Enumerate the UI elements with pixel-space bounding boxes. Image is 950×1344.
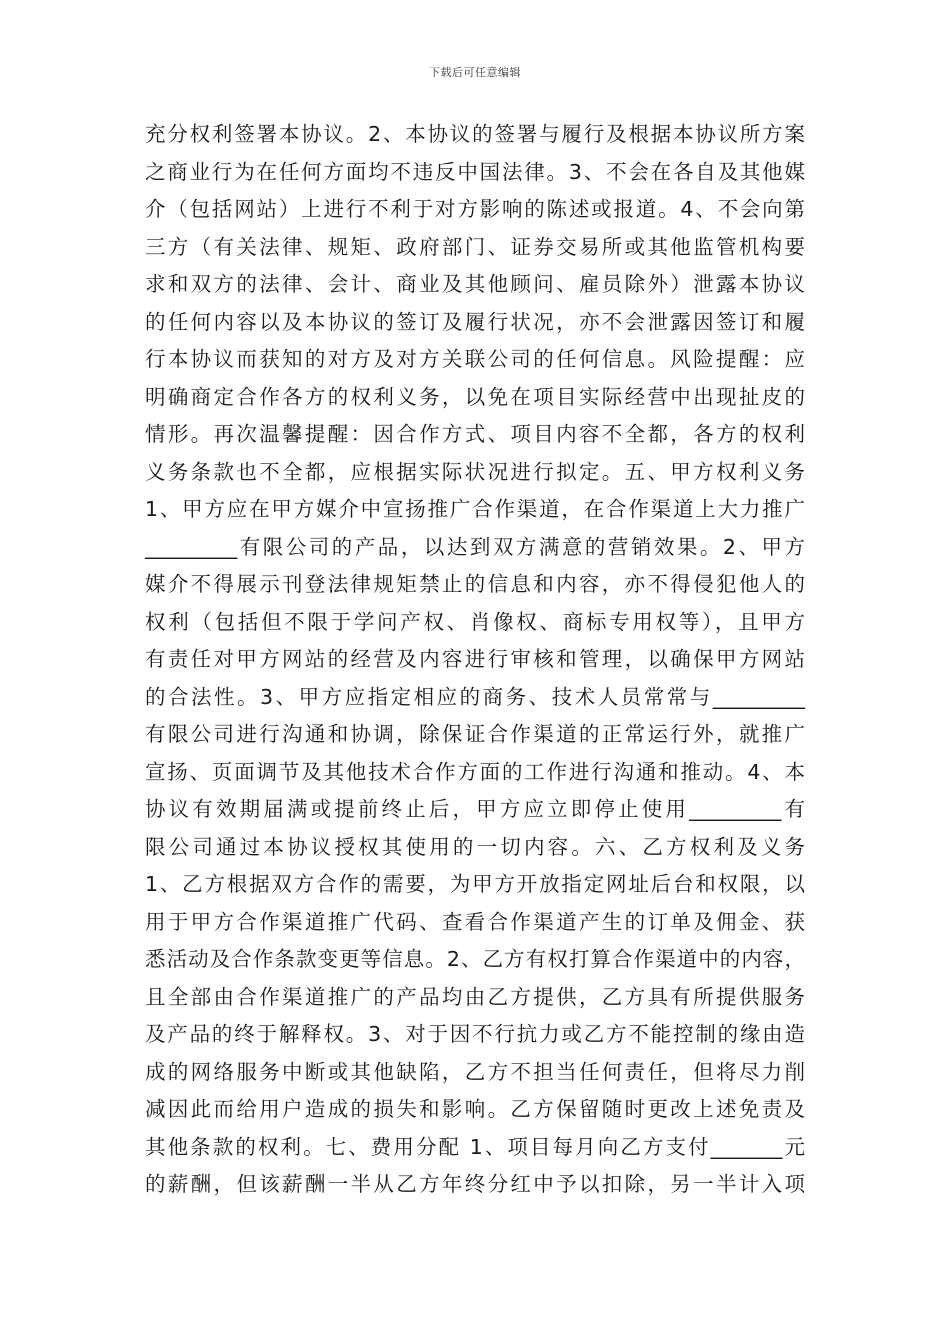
document-body <box>145 116 805 1204</box>
body-line: 协议有效期届满或提前终止后，甲方应立即停止使用_________有 <box>145 797 805 821</box>
body-line: 悉活动及合作条款变更等信息。2、乙方有权打算合作渠道中的内容， <box>145 947 805 971</box>
body-line: 的合法性。3、甲方应指定相应的商务、技术人员常常与_________ <box>145 684 805 709</box>
body-line: 1、乙方根据双方合作的需要，为甲方开放指定网址后台和权限，以 <box>145 872 805 896</box>
body-line: _________有限公司的产品，以达到双方满意的营销效果。2、甲方 <box>145 534 805 559</box>
body-line: 行本协议而获知的对方及对方关联公司的任何信息。风险提醒：应 <box>145 347 805 371</box>
body-line: 媒介不得展示刊登法律规矩禁止的信息和内容，亦不得侵犯他人的 <box>145 572 805 596</box>
body-line: 明确商定合作各方的权利义务，以免在项目实际经营中出现扯皮的 <box>145 384 805 409</box>
body-line: 之商业行为在任何方面均不违反中国法律。3、不会在各自及其他媒 <box>145 159 805 184</box>
body-line: 有限公司进行沟通和协调，除保证合作渠道的正常运行外，就推广 <box>145 722 805 746</box>
body-line: 情形。再次温馨提醒：因合作方式、项目内容不全都，各方的权利 <box>145 422 805 446</box>
body-line: 限公司通过本协议授权其使用的一切内容。六、乙方权利及义务 <box>145 834 805 859</box>
body-line: 介（包括网站）上进行不利于对方影响的陈述或报道。4、不会向第 <box>145 197 805 221</box>
body-line: 成的网络服务中断或其他缺陷，乙方不担当任何责任，但将尽力削 <box>145 1059 805 1084</box>
page-header: 下载后可任意编辑 <box>429 66 521 79</box>
body-line: 1、甲方应在甲方媒介中宣扬推广合作渠道，在合作渠道上大力推广 <box>145 497 805 521</box>
body-line: 且全部由合作渠道推广的产品均由乙方提供，乙方具有所提供服务 <box>145 984 805 1009</box>
body-line: 其他条款的权利。七、费用分配 1、项目每月向乙方支付_______元 <box>145 1134 805 1159</box>
body-line: 减因此而给用户造成的损失和影响。乙方保留随时更改上述免责及 <box>145 1097 805 1121</box>
body-line: 权利（包括但不限于学问产权、肖像权、商标专用权等），且甲方 <box>145 609 805 634</box>
body-line: 用于甲方合作渠道推广代码、查看合作渠道产生的订单及佣金、获 <box>145 909 805 934</box>
body-line: 的薪酬，但该薪酬一半从乙方年终分红中予以扣除，另一半计入项 <box>145 1172 805 1196</box>
body-line: 求和双方的法律、会计、商业及其他顾问、雇员除外）泄露本协议 <box>145 272 805 296</box>
body-line: 有责任对甲方网站的经营及内容进行审核和管理，以确保甲方网站 <box>145 647 805 671</box>
body-line: 的任何内容以及本协议的签订及履行状况，亦不会泄露因签订和履 <box>145 309 805 334</box>
body-line: 三方（有关法律、规矩、政府部门、证券交易所或其他监管机构要 <box>145 234 805 259</box>
body-line: 义务条款也不全都，应根据实际状况进行拟定。五、甲方权利义务 <box>145 459 805 484</box>
body-line: 宣扬、页面调节及其他技术合作方面的工作进行沟通和推动。4、本 <box>145 759 805 784</box>
body-line: 及产品的终于解释权。3、对于因不行抗力或乙方不能控制的缘由造 <box>145 1022 805 1046</box>
body-line: 充分权利签署本协议。2、本协议的签署与履行及根据本协议所方案 <box>145 122 805 146</box>
